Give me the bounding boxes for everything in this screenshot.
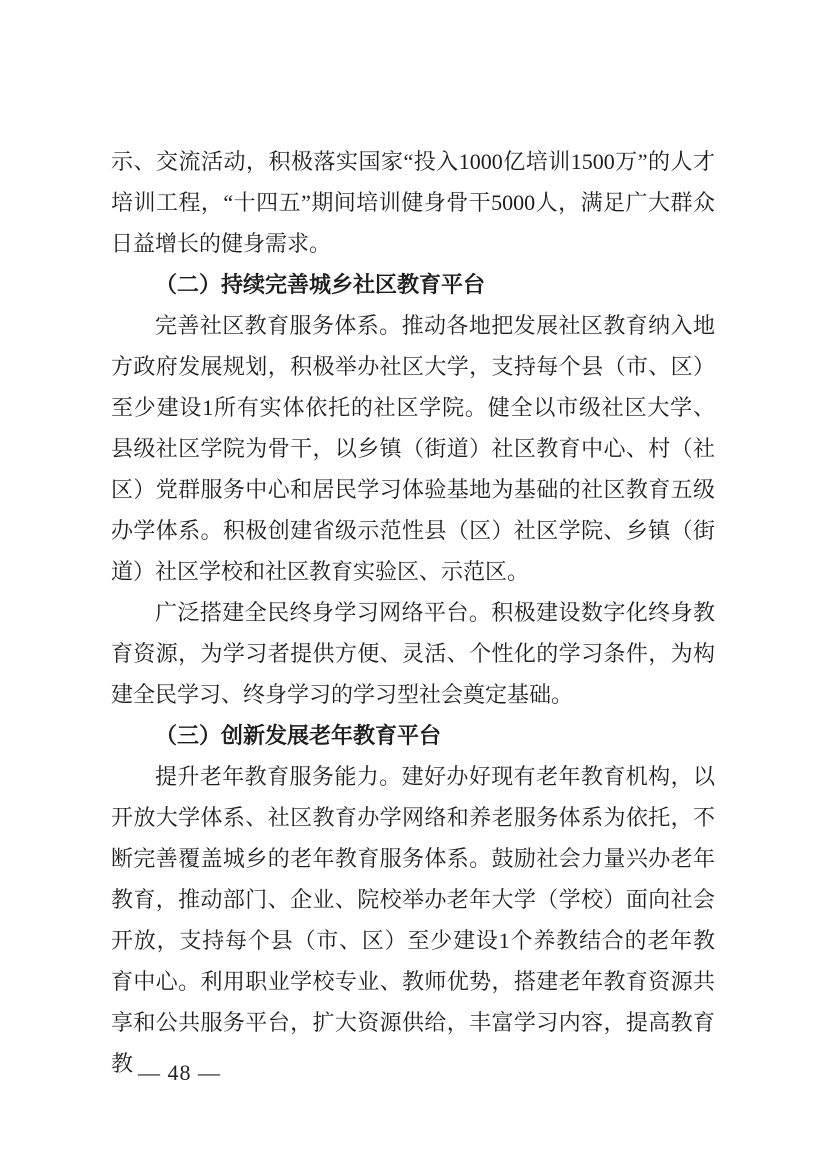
page-body-text	[111, 141, 715, 1084]
paragraph-fitness-training: 示、交流活动，积极落实国家“投入1000亿培训1500万”的人才培训工程，“十四五”期间培训健身骨干5000人，满足广大群众日益增长的健身需求。	[111, 149, 715, 256]
section-heading-elderly-education: （三）创新发展老年教育平台	[155, 723, 442, 748]
section-heading-community-education: （二）持续完善城乡社区教育平台	[155, 272, 486, 297]
paragraph-community-education-system: 完善社区教育服务体系。推动各地把发展社区教育纳入地方政府发展规划，积极举办社区大学，支持每个县（市、区）至少建设1所有实体依托的社区学院。健全以市级社区大学、县级社区学院为骨干，以乡镇（街道）社区教育中心、村（社区）党群服务中心和居民学习体验基地为基础的社区教育五级办学体系。积极创建省级示范性县（区）社区学院、乡镇（街道）社区学校和社区教育实验区、示范区。	[111, 313, 715, 584]
paragraph-lifelong-learning-network: 广泛搭建全民终身学习网络平台。积极建设数字化终身教育资源，为学习者提供方便、灵活、个性化的学习条件，为构建全民学习、终身学习的学习型社会奠定基础。	[111, 600, 715, 707]
page-number: — 48 —	[138, 1060, 221, 1085]
paragraph-elderly-education-service: 提升老年教育服务能力。建好办好现有老年教育机构，以开放大学体系、社区教育办学网络和养老服务体系为依托，不断完善覆盖城乡的老年教育服务体系。鼓励社会力量兴办老年教育，推动部门、企业、院校举办老年大学（学校）面向社会开放，支持每个县（市、区）至少建设1个养教结合的老年教育中心。利用职业学校专业、教师优势，搭建老年教育资源共享和公共服务平台，扩大资源供给，丰富学习内容，提高教育教	[111, 764, 715, 1076]
